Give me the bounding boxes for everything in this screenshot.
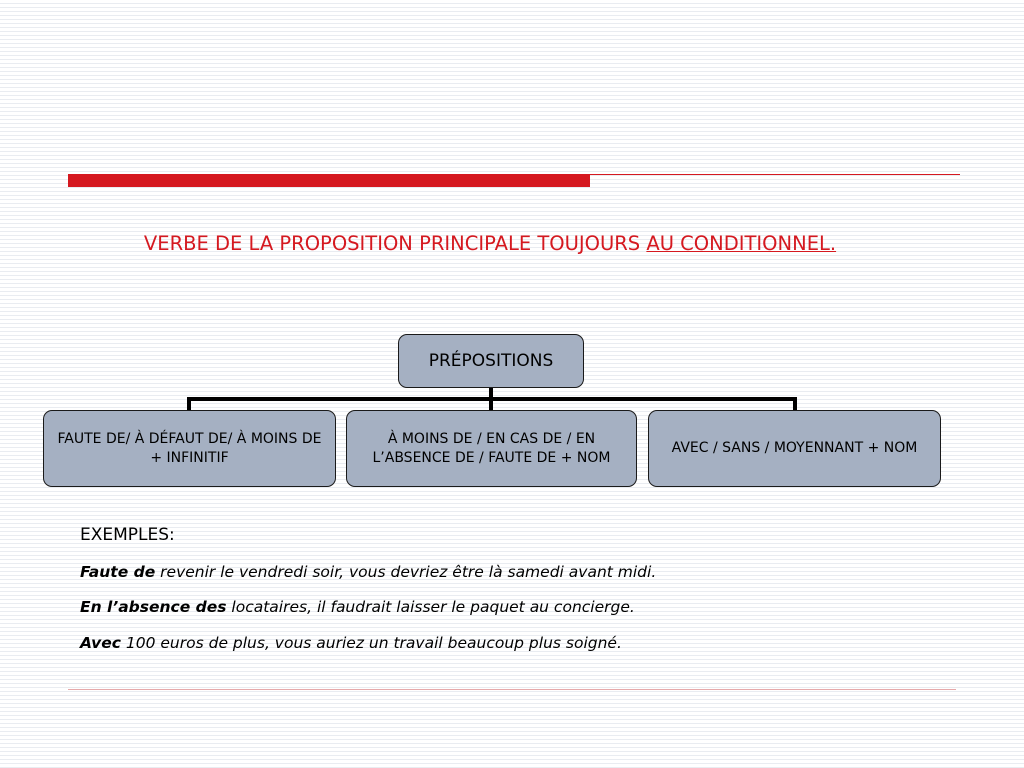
child-node-3	[648, 410, 941, 487]
example-3	[80, 634, 622, 652]
root-node-label: PRÉPOSITIONS	[428, 350, 554, 371]
child-node-3-label: AVEC / SANS / MOYENNANT + NOM	[671, 440, 918, 456]
root-node	[398, 334, 584, 388]
child-node-2-label: À MOINS DE / EN CAS DE / EN L’ABSENCE DE / FAUTE DE + NOM	[372, 430, 611, 466]
example-2-keyword: En l’absence des	[80, 598, 227, 616]
example-2	[80, 598, 635, 616]
title-main: VERBE DE LA PROPOSITION PRINCIPALE TOUJOURS	[143, 232, 647, 255]
example-1-text: revenir le vendredi soir, vous devriez être là samedi avant midi.	[155, 563, 657, 581]
example-3-text: 100 euros de plus, vous auriez un travail beaucoup plus soigné.	[120, 634, 622, 652]
title-underlined: AU CONDITIONNEL.	[646, 232, 837, 255]
child-node-1	[43, 410, 336, 487]
examples-heading: EXEMPLES:	[80, 525, 175, 545]
bottom-rule	[68, 689, 956, 690]
child-node-1-label: FAUTE DE/ À DÉFAUT DE/ À MOINS DE + INFINITIF	[57, 430, 322, 466]
example-1-keyword: Faute de	[80, 563, 156, 581]
example-2-text: locataires, il faudrait laisser le paquet au concierge.	[226, 598, 635, 616]
child-node-2	[346, 410, 637, 487]
example-1	[80, 563, 656, 581]
example-3-keyword: Avec	[80, 634, 121, 652]
